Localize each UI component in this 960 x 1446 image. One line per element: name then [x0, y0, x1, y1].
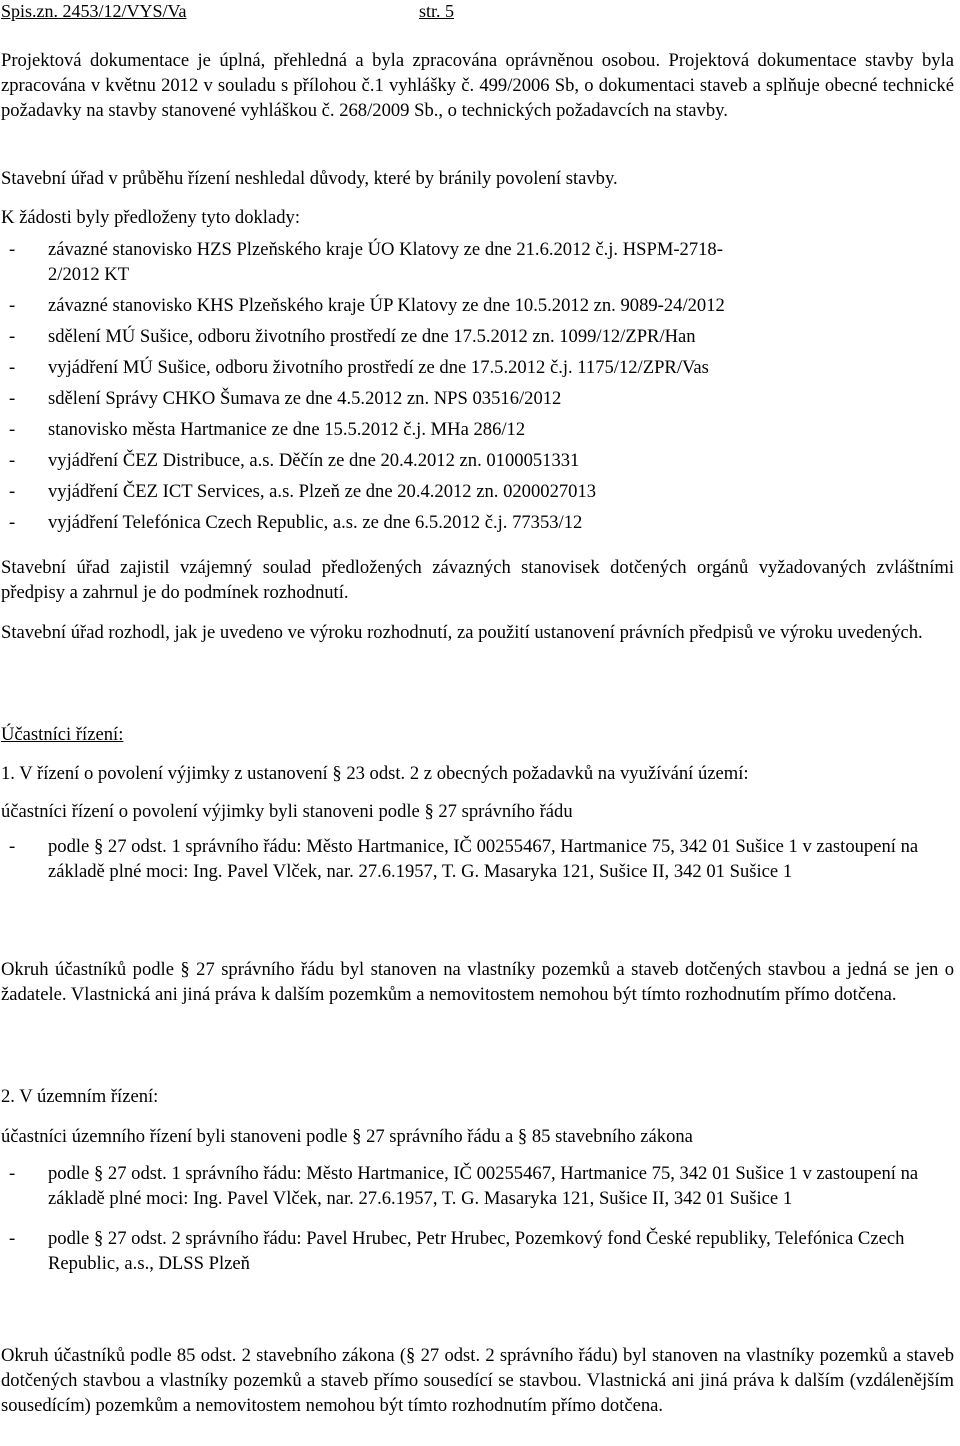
list-item: - závazné stanovisko KHS Plzeňského kraje ÚP Klatovy ze dne 10.5.2012 zn. 9089-24/2012	[1, 293, 954, 318]
section-2-heading: 2. V územním řízení:	[1, 1086, 159, 1107]
section-1-intro: účastníci řízení o povolení výjimky byli stanoveni podle § 27 správního řádu	[1, 801, 573, 822]
paragraph-decision: Stavební úřad rozhodl, jak je uvedeno ve výroku rozhodnutí, za použití ustanovení právních předpisů ve výroku uvedených.	[1, 622, 923, 643]
list-item: - vyjádření Telefónica Czech Republic, a.s. ze dne 6.5.2012 č.j. 77353/12	[1, 510, 954, 535]
section-1-participants	[1, 834, 954, 884]
list-item: - sdělení Správy CHKO Šumava ze dne 4.5.2012 zn. NPS 03516/2012	[1, 386, 954, 411]
section-2-participants	[1, 1161, 954, 1276]
list-item: - podle § 27 odst. 1 správního řádu: Město Hartmanice, IČ 00255467, Hartmanice 75, 342 01 Sušice 1 v zastoupení na základě plné moci: Ing. Pavel Vlček, nar. 27.6.1957, T. G. Masaryka 121, Sušice II, 342 01 Sušice 1	[1, 1161, 954, 1211]
paragraph-consistency: Stavební úřad zajistil vzájemný soulad předložených závazných stanovisek dotčených orgánů vyžadovaných zvláštními předpisy a zahrnul je do podmínek rozhodnutí.	[1, 557, 954, 603]
list-item: - stanovisko města Hartmanice ze dne 15.5.2012 č.j. MHa 286/12	[1, 417, 954, 442]
page-header	[1, 0, 956, 22]
section-2-intro: účastníci územního řízení byli stanoveni podle § 27 správního řádu a § 85 stavebního zákona	[1, 1126, 693, 1147]
file-reference: Spis.zn. 2453/12/VYS/Va	[1, 1, 187, 21]
list-item: - podle § 27 odst. 1 správního řádu: Město Hartmanice, IČ 00255467, Hartmanice 75, 342 01 Sušice 1 v zastoupení na základě plné moci: Ing. Pavel Vlček, nar. 27.6.1957, T. G. Masaryka 121, Sušice II, 342 01 Sušice 1	[1, 834, 954, 884]
documents-list	[1, 237, 954, 535]
page-number: str. 5	[419, 1, 455, 21]
participants-heading: Účastníci řízení:	[1, 724, 124, 745]
list-item: - vyjádření ČEZ Distribuce, a.s. Děčín ze dne 20.4.2012 zn. 0100051331	[1, 448, 954, 473]
section-2-note: Okruh účastníků podle 85 odst. 2 stavebního zákona (§ 27 odst. 2 správního řádu) byl stanoven na vlastníky pozemků a staveb dotčených stavbou a vlastníky pozemků a staveb přímo sousedící se stavbou. Vlastnická ani jiná práva k dalším (vzdálenějším sousedícím) pozemkům a nemovitostem nemohou být tímto rozhodnutím přímo dotčena.	[1, 1345, 954, 1416]
section-1-heading: 1. V řízení o povolení výjimky z ustanovení § 23 odst. 2 z obecných požadavků na využívání území:	[1, 763, 749, 784]
list-item: - vyjádření MÚ Sušice, odboru životního prostředí ze dne 17.5.2012 č.j. 1175/12/ZPR/Vas	[1, 355, 954, 380]
paragraph-documents-intro: K žádosti byly předloženy tyto doklady:	[1, 207, 300, 228]
list-item: - sdělení MÚ Sušice, odboru životního prostředí ze dne 17.5.2012 zn. 1099/12/ZPR/Han	[1, 324, 954, 349]
section-1-note: Okruh účastníků podle § 27 správního řádu byl stanoven na vlastníky pozemků a staveb dotčených stavbou a jedná se jen o žadatele. Vlastnická ani jiná práva k dalším pozemkům a nemovitostem nemohou být tímto rozhodnutím přímo dotčena.	[1, 959, 954, 1005]
list-item: - podle § 27 odst. 2 správního řádu: Pavel Hrubec, Petr Hrubec, Pozemkový fond České republiky, Telefónica Czech Republic, a.s., DLSS Plzeň	[1, 1226, 954, 1276]
list-item: - vyjádření ČEZ ICT Services, a.s. Plzeň ze dne 20.4.2012 zn. 0200027013	[1, 479, 954, 504]
paragraph-no-obstacles: Stavební úřad v průběhu řízení neshledal důvody, které by bránily povolení stavby.	[1, 168, 618, 189]
list-item: - závazné stanovisko HZS Plzeňského kraje ÚO Klatovy ze dne 21.6.2012 č.j. HSPM-2718-2/2012 KT	[1, 237, 954, 287]
paragraph-project-documentation: Projektová dokumentace je úplná, přehledná a byla zpracována oprávněnou osobou. Projektová dokumentace stavby byla zpracována v květnu 2012 v souladu s přílohou č.1 vyhlášky č. 499/2006 Sb, o dokumentaci staveb a splňuje obecné technické požadavky na stavby stanovené vyhláškou č. 268/2009 Sb., o technických požadavcích na stavby.	[1, 50, 954, 121]
